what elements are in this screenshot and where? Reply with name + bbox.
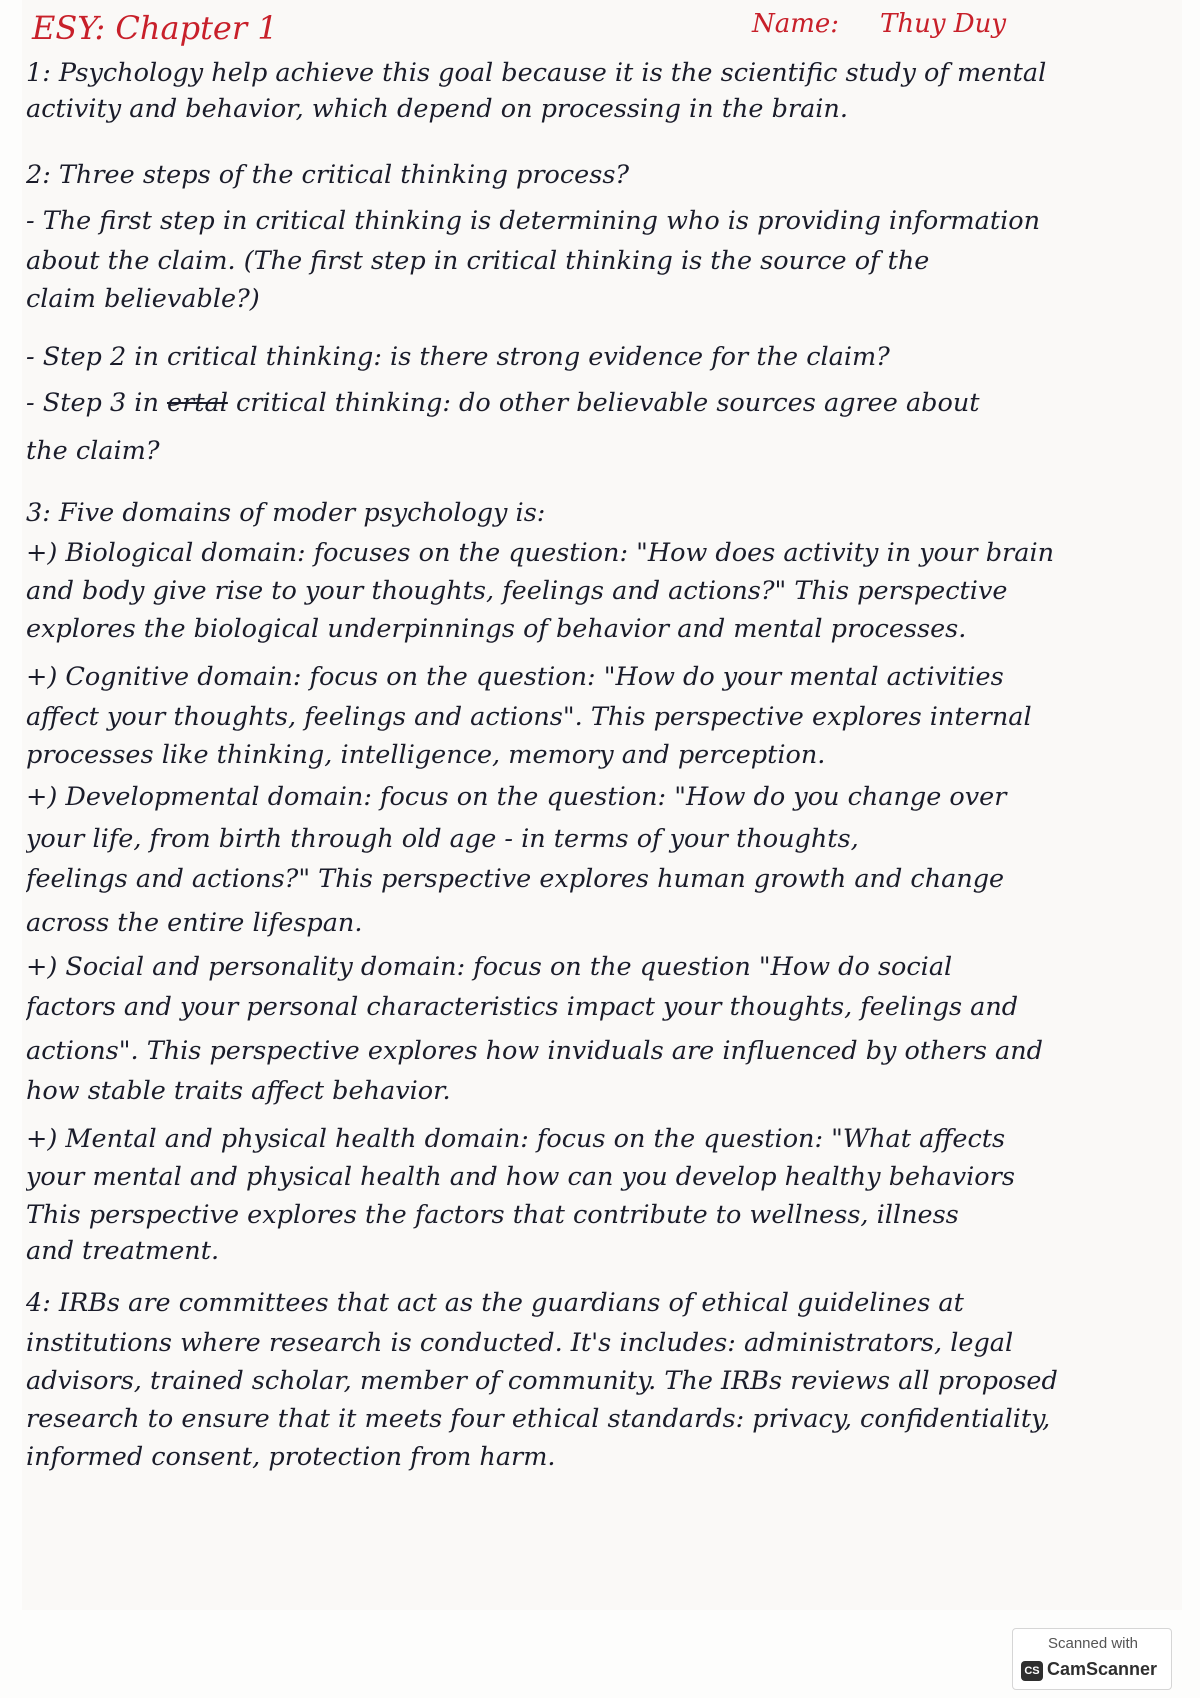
answer-3-line-2: +) Biological domain: focuses on the question: "How does activity in your brain — [26, 538, 1055, 568]
answer-2-line-1: 2: Three steps of the critical thinking process? — [26, 160, 630, 190]
chapter-title: ESY: Chapter 1 — [32, 9, 278, 47]
answer-3-line-11: across the entire lifespan. — [26, 908, 363, 938]
answer-3-line-5: +) Cognitive domain: focus on the question: "How do your mental activities — [26, 662, 1004, 692]
answer-2-line-7: the claim? — [26, 436, 160, 466]
answer-2-line-6 — [26, 386, 1172, 420]
answer-3-line-16: +) Mental and physical health domain: focus on the question: "What affects — [26, 1124, 1006, 1154]
scanned-with-label: Scanned with — [1047, 1635, 1139, 1652]
camscanner-watermark — [1012, 1628, 1172, 1690]
answer-3-line-15: how stable traits affect behavior. — [26, 1076, 451, 1106]
answer-3-line-3: and body give rise to your thoughts, feelings and actions?" This perspective — [26, 576, 1008, 606]
answer-3-line-8: +) Developmental domain: focus on the question: "How do you change over — [26, 782, 1007, 812]
camscanner-brand: CamScanner — [1047, 1659, 1158, 1679]
name-label: Name: — [752, 9, 840, 39]
name-value: Thuy Duy — [880, 9, 1007, 39]
answer-3-line-1: 3: Five domains of moder psychology is: — [26, 498, 546, 528]
answer-2-step-3-prefix: - Step 3 in — [26, 388, 159, 418]
answer-3-line-19: and treatment. — [26, 1236, 220, 1266]
answer-2-line-5: - Step 2 in critical thinking: is there strong evidence for the claim? — [26, 342, 890, 372]
answer-4-line-2: institutions where research is conducted. It's includes: administrators, legal — [26, 1328, 1014, 1358]
answer-3-line-14: actions". This perspective explores how inviduals are influenced by others and — [26, 1036, 1043, 1066]
answer-2-line-3: about the claim. (The first step in critical thinking is the source of the — [26, 246, 930, 276]
answer-3-line-7: processes like thinking, intelligence, memory and perception. — [26, 740, 826, 770]
answer-2-line-4: claim believable?) — [26, 284, 260, 314]
answer-3-line-9: your life, from birth through old age - in terms of your thoughts, — [26, 824, 859, 854]
answer-4-line-1: 4: IRBs are committees that act as the guardians of ethical guidelines at — [26, 1288, 964, 1318]
answer-3-line-4: explores the biological underpinnings of behavior and mental processes. — [26, 614, 967, 644]
answer-3-line-10: feelings and actions?" This perspective explores human growth and change — [26, 864, 1005, 894]
camscanner-logo-icon: CS — [1021, 1661, 1043, 1681]
page-header — [32, 8, 1172, 48]
answer-3-line-6: affect your thoughts, feelings and actions". This perspective explores internal — [26, 702, 1032, 732]
answer-3-line-17: your mental and physical health and how can you develop healthy behaviors — [26, 1162, 1015, 1192]
answer-3-line-13: factors and your personal characteristics impact your thoughts, feelings and — [26, 992, 1019, 1022]
answer-3-line-12: +) Social and personality domain: focus on the question "How do social — [26, 952, 953, 982]
answer-1-line-1: 1: Psychology help achieve this goal because it is the scientific study of mental — [26, 58, 1047, 88]
answer-2-step-3-rest: critical thinking: do other believable sources agree about — [235, 388, 980, 418]
answer-2-line-2: - The first step in critical thinking is determining who is providing information — [26, 206, 1040, 236]
answer-1-line-2: activity and behavior, which depend on processing in the brain. — [26, 94, 848, 124]
answer-4-line-5: informed consent, protection from harm. — [26, 1442, 556, 1472]
answer-4-line-3: advisors, trained scholar, member of community. The IRBs reviews all proposed — [26, 1366, 1058, 1396]
answer-3-line-18: This perspective explores the factors that contribute to wellness, illness — [26, 1200, 959, 1230]
struck-word: ertal — [166, 388, 228, 418]
answer-4-line-4: research to ensure that it meets four ethical standards: privacy, confidentiality, — [26, 1404, 1051, 1434]
